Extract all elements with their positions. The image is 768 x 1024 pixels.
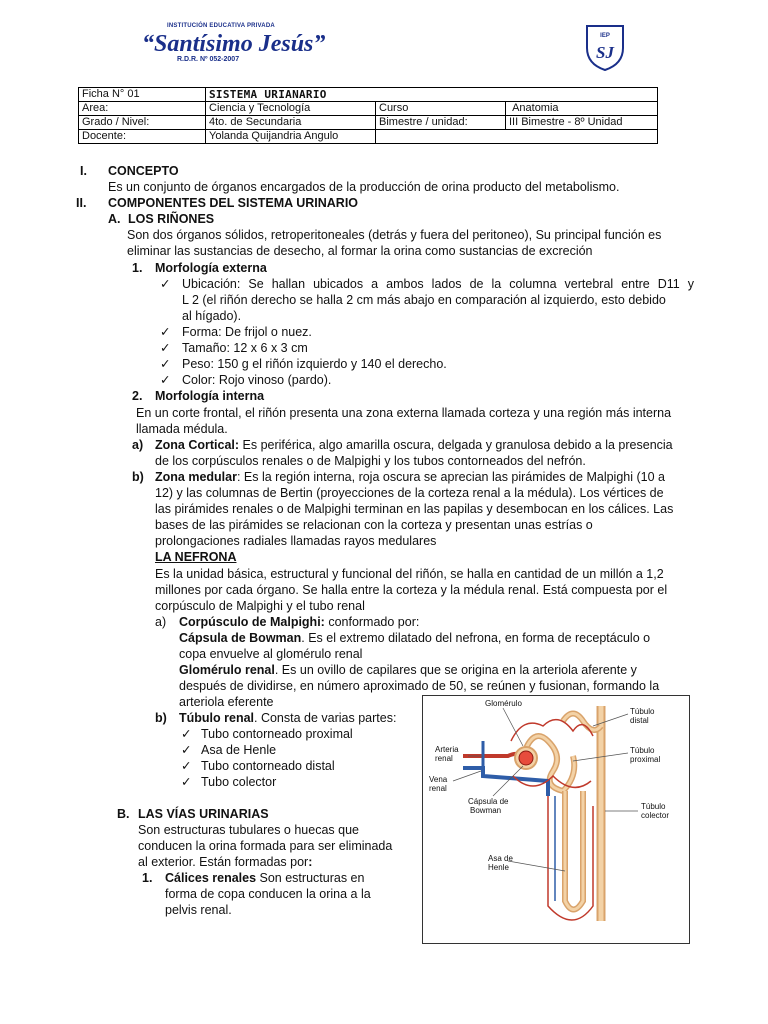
table-row	[79, 130, 658, 144]
calices-number: 1.	[142, 871, 153, 885]
subsection-b-title: LAS VÍAS URINARIAS	[138, 807, 269, 821]
section-2-number: II.	[76, 196, 87, 210]
bowman-line-1: Cápsula de Bowman. Es el extremo dilatado del nefrona, en forma de receptáculo o	[179, 631, 651, 645]
check-icon: ✓	[160, 357, 171, 371]
calices-line-2: forma de copa conducen la orina a la	[165, 887, 371, 901]
check-icon: ✓	[160, 277, 171, 291]
section-1-number: I.	[80, 164, 87, 178]
peso-text: Peso: 150 g el riñón izquierdo y 140 el derecho.	[182, 357, 447, 371]
ubicacion-line-1: Ubicación: Se hallan ubicados a ambos lados de la columna vertebral entre D11 y	[182, 277, 694, 291]
zona-medular-line-4: bases de las pirámides se relacionan con la corteza y presentan unas estrías o	[155, 518, 593, 532]
morfologia-1-number: 1.	[132, 261, 143, 275]
check-icon: ✓	[181, 759, 192, 773]
docente-label: Docente:	[79, 130, 206, 144]
logo-top-text: IEP	[600, 33, 610, 39]
logo-initials: SJ	[596, 43, 614, 62]
tubo-item-3: Tubo contorneado distal	[201, 759, 335, 773]
tubulo-renal-line: Túbulo renal. Consta de varias partes:	[179, 711, 397, 725]
ubicacion-line-2: L 2 (el riñón derecho se halla 2 cm más abajo en comparación al izquierdo, esto debido	[182, 293, 666, 307]
label-tubulo-colector-1: Túbulo	[641, 802, 666, 811]
curso-label: Curso	[376, 102, 506, 116]
tubo-item-2: Asa de Henle	[201, 743, 277, 757]
glomerulus	[519, 751, 533, 765]
calices-line-3: pelvis renal.	[165, 903, 232, 917]
morfologia-1-title: Morfología externa	[155, 261, 267, 275]
glomerulo-line-2: después de dividirse, en número aproximado de 50, se reúnen y fusionan, formando la	[179, 679, 660, 693]
label-tubulo-distal-2: distal	[630, 716, 649, 725]
forma-text: Forma: De frijol o nuez.	[182, 325, 312, 339]
nefrona-line-1: Es la unidad básica, estructural y funcional del riñón, se halla en cantidad de un millón a 1,2	[155, 567, 664, 581]
label-vena-1: Vena	[429, 775, 448, 784]
zona-medular-line-1: Zona medular: Es la región interna, roja oscura se aprecian las pirámides de Malpighi (10 a	[155, 470, 665, 484]
a-text-line-2: eliminar las sustancias de desecho, al formar la orina como sustancias de excreción	[127, 244, 593, 258]
institution-label: INSTITUCIÓN EDUCATIVA PRIVADA	[167, 23, 275, 29]
curso-value: Anatomia	[506, 102, 658, 116]
zona-medular-line-3: las pirámides renales o de Malpighi terminan en las papilas y desembocan en los cálices. Las	[155, 502, 674, 516]
label-asa-1: Asa de	[488, 854, 513, 863]
nefrona-line-3: corpúsculo de Malpighi y el tubo renal	[155, 599, 365, 613]
zona-medular-line-2: 12) y las columnas de Bertin (proyecciones de la corteza renal a la médula). Los vértices de	[155, 486, 664, 500]
nefrona-b-letter: b)	[155, 711, 167, 725]
m2-text-line-1: En un corte frontal, el riñón presenta una zona externa llamada corteza y una región más interna	[136, 406, 672, 420]
docente-value: Yolanda Quijandria Angulo	[206, 130, 376, 144]
label-tubulo-proximal-2: proximal	[630, 755, 661, 764]
check-icon: ✓	[181, 775, 192, 789]
nefrona-title: LA NEFRONA	[155, 550, 237, 564]
section-1-title: CONCEPTO	[108, 164, 179, 178]
ubicacion-line-3: al hígado).	[182, 309, 242, 323]
subsection-a-letter: A.	[108, 212, 121, 226]
label-capsula-1: Cápsula de	[468, 797, 509, 806]
color-text: Color: Rojo vinoso (pardo).	[182, 373, 332, 387]
info-table	[78, 87, 658, 144]
loop-of-henle	[565, 791, 583, 910]
school-logo	[583, 22, 627, 72]
bowman-line-2: copa envuelve al glomérulo renal	[179, 647, 363, 661]
school-name: “Santísimo Jesús”	[142, 31, 326, 57]
glomerulo-line-1: Glomérulo renal. Es un ovillo de capilares que se origina en la arteriola aferente y	[179, 663, 637, 677]
check-icon: ✓	[181, 743, 192, 757]
morfologia-2-title: Morfología interna	[155, 389, 265, 403]
check-icon: ✓	[160, 325, 171, 339]
calices-line-1: Cálices renales Son estructuras en	[165, 871, 365, 885]
tubo-item-4: Tubo colector	[201, 775, 277, 789]
check-icon: ✓	[160, 373, 171, 387]
table-row	[79, 102, 658, 116]
label-tubulo-proximal-1: Túbulo	[630, 746, 655, 755]
label-tubulo-distal-1: Túbulo	[630, 707, 655, 716]
b-text-line-3: al exterior. Están formadas por:	[138, 855, 313, 869]
m2-text-line-2: llamada médula.	[136, 422, 228, 436]
corpusculo-line: Corpúsculo de Malpighi: conformado por:	[179, 615, 420, 629]
empty-cell	[376, 130, 658, 144]
bimestre-label: Bimestre / unidad:	[376, 116, 506, 130]
renal-vein	[463, 768, 548, 796]
tubo-item-1: Tubo contorneado proximal	[201, 727, 353, 741]
rdr-number: R.D.R. Nº 052-2007	[177, 56, 240, 63]
grado-label: Grado / Nivel:	[79, 116, 206, 130]
subsection-b-letter: B.	[117, 807, 130, 821]
zona-cortical-line-2: de los corpúsculos renales o de Malpighi y los tubos contorneados del nefrón.	[155, 454, 586, 468]
zona-medular-line-5: prolongaciones radiales llamadas rayos medulares	[155, 534, 437, 548]
section-1-text: Es un conjunto de órganos encargados de la producción de orina producto del metabolismo.	[108, 180, 620, 194]
subsection-a-title: LOS RIÑONES	[128, 212, 215, 226]
tamano-text: Tamaño: 12 x 6 x 3 cm	[182, 341, 308, 355]
grado-value: 4to. de Secundaria	[206, 116, 376, 130]
label-tubulo-colector-2: colector	[641, 811, 670, 820]
zona-cortical-line-1: Zona Cortical: Es periférica, algo amarilla oscura, delgada y granulosa debido a la presencia	[155, 438, 673, 452]
label-arteria-1: Arteria	[435, 745, 459, 754]
label-vena-2: renal	[429, 784, 447, 793]
nephron-diagram	[422, 695, 690, 944]
area-label: Area:	[79, 102, 206, 116]
table-row	[79, 88, 658, 102]
zona-a-letter: a)	[132, 438, 144, 452]
check-icon: ✓	[160, 341, 171, 355]
nefrona-line-2: millones por cada órgano. Se halla entre la corteza y la médula renal. Está compuesta por el	[155, 583, 668, 597]
b-text-line-2: conducen la orina formada para ser eliminada	[138, 839, 393, 853]
glomerulo-line-3: arteriola eferente	[179, 695, 274, 709]
area-value: Ciencia y Tecnología	[206, 102, 376, 116]
b-text-line-1: Son estructuras tubulares o huecas que	[138, 823, 359, 837]
section-2-title: COMPONENTES DEL SISTEMA URINARIO	[108, 196, 359, 210]
nefrona-a-letter: a)	[155, 615, 167, 629]
label-glomerulo: Glomérulo	[485, 699, 522, 708]
a-text-line-1: Son dos órganos sólidos, retroperitoneales (detrás y fuera del peritoneo), Su principal función es	[127, 228, 662, 242]
ficha-title: SISTEMA URIANARIO	[206, 88, 658, 102]
ficha-label: Ficha N° 01	[79, 88, 206, 102]
bimestre-value: III Bimestre - 8º Unidad	[506, 116, 658, 130]
zona-b-letter: b)	[132, 470, 144, 484]
check-icon: ✓	[181, 727, 192, 741]
label-arteria-2: renal	[435, 754, 453, 763]
morfologia-2-number: 2.	[132, 389, 143, 403]
table-row	[79, 116, 658, 130]
label-capsula-2: Bowman	[470, 806, 502, 815]
label-asa-2: Henle	[488, 863, 509, 872]
